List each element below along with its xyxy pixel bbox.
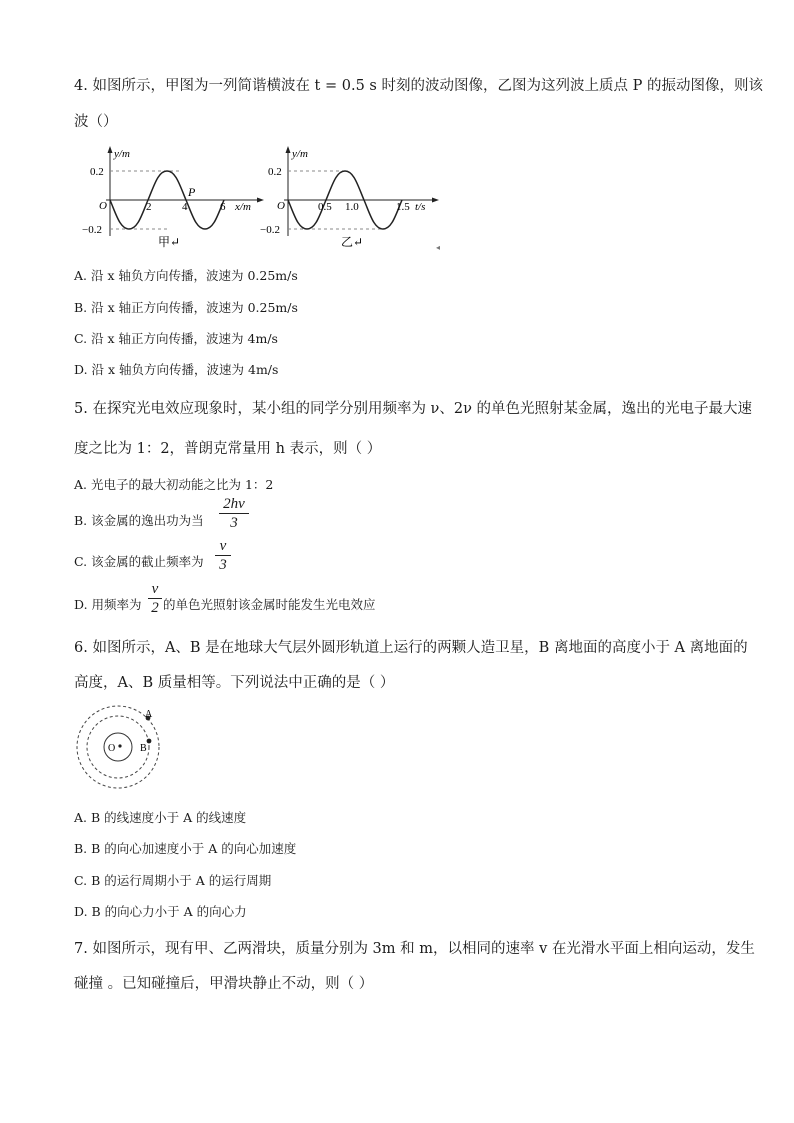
denominator: 2 bbox=[151, 600, 159, 616]
numerator: 2hν bbox=[223, 496, 245, 512]
denominator: 3 bbox=[219, 557, 227, 573]
q6-option-c: C. B 的运行周期小于 A 的运行周期 bbox=[74, 873, 272, 888]
satellite-b bbox=[147, 739, 152, 744]
q7-stem-line2: 碰撞 。已知碰撞后，甲滑块静止不动，则（ ） bbox=[74, 976, 374, 992]
q6-option-d: D. B 的向心力小于 A 的向心力 bbox=[74, 904, 247, 919]
q6-option-b: B. B 的向心加速度小于 A 的向心加速度 bbox=[74, 841, 297, 856]
vibration-graph-yi bbox=[255, 142, 455, 252]
satellite-b-label: B bbox=[140, 743, 147, 754]
y-top-label: 0.2 bbox=[90, 166, 104, 178]
q4-stem-line1: 4. 如图所示，甲图为一列简谐横波在 t = 0.5 s 时刻的波动图像，乙图为这列波上质点 P 的振动图像，则该 bbox=[74, 78, 763, 94]
q4-option-d: D. 沿 x 轴负方向传播，波速为 4m/s bbox=[74, 362, 279, 377]
satellite-a-label: A bbox=[145, 709, 153, 720]
earth-center-dot bbox=[118, 744, 121, 747]
stray-mark: ◂ bbox=[436, 243, 441, 252]
origin-label: O bbox=[99, 200, 107, 212]
q5-option-d-fraction bbox=[148, 581, 162, 616]
x-tick-2: 2 bbox=[146, 201, 152, 213]
t-tick-0.5: 0.5 bbox=[318, 201, 332, 213]
q4-stem-line2: 波（） bbox=[74, 114, 118, 130]
point-p-label: P bbox=[188, 185, 196, 199]
y-axis-arrow bbox=[286, 146, 291, 153]
t-tick-1.0: 1.0 bbox=[345, 201, 359, 213]
q5-option-d-suffix: 的单色光照射该金属时能发生光电效应 bbox=[163, 597, 376, 612]
numerator: ν bbox=[219, 538, 227, 554]
q5-option-d-prefix: D. 用频率为 bbox=[74, 597, 142, 612]
fraction-bar bbox=[148, 598, 162, 599]
q7-stem-line1: 7. 如图所示，现有甲、乙两滑块，质量分别为 3m 和 m，以相同的速率 v 在光滑水平面上相向运动，发生 bbox=[74, 941, 755, 957]
t-axis-label: t/s bbox=[415, 201, 426, 213]
origin-label: O bbox=[277, 200, 285, 212]
q5-option-a: A. 光电子的最大初动能之比为 1：2 bbox=[74, 477, 274, 492]
numerator: ν bbox=[151, 581, 159, 597]
q6-stem-line2: 高度，A、B 质量相等。下列说法中正确的是（ ） bbox=[74, 675, 395, 691]
q5-option-c-fraction bbox=[215, 538, 231, 573]
denominator: 3 bbox=[230, 515, 238, 531]
q6-stem-line1: 6. 如图所示，A、B 是在地球大气层外圆形轨道上运行的两颗人造卫星，B 离地面的高度小于 A 离地面的 bbox=[74, 640, 748, 656]
x-tick-4: 4 bbox=[182, 201, 188, 213]
y-axis-label: y/m bbox=[292, 148, 308, 160]
x-tick-6: 6 bbox=[220, 201, 226, 213]
caption-jia: 甲↵ bbox=[158, 235, 181, 249]
fraction-bar bbox=[219, 513, 249, 514]
y-bottom-label: −0.2 bbox=[82, 224, 102, 236]
orbit-diagram bbox=[72, 704, 164, 790]
fraction-bar bbox=[215, 555, 231, 556]
center-o-label: O bbox=[108, 743, 116, 754]
q5-option-b: B. 该金属的逸出功为当 bbox=[74, 513, 204, 528]
q5-option-c: C. 该金属的截止频率为 bbox=[74, 554, 204, 569]
y-bottom-label: −0.2 bbox=[260, 224, 280, 236]
y-top-label: 0.2 bbox=[268, 166, 282, 178]
x-axis-label: x/m bbox=[235, 201, 251, 213]
q6-option-a: A. B 的线速度小于 A 的线速度 bbox=[74, 810, 247, 825]
t-axis-arrow bbox=[432, 198, 439, 203]
q4-option-b: B. 沿 x 轴正方向传播，波速为 0.25m/s bbox=[74, 300, 298, 315]
q5-stem-line2: 度之比为 1：2，普朗克常量用 h 表示，则（ ） bbox=[74, 441, 382, 457]
y-axis-arrow bbox=[108, 146, 113, 153]
q4-option-a: A. 沿 x 轴负方向传播，波速为 0.25m/s bbox=[74, 268, 298, 283]
q5-stem-line1: 5. 在探究光电效应现象时，某小组的同学分别用频率为 ν、2ν 的单色光照射某金属，逸出的光电子最大速 bbox=[74, 401, 753, 417]
caption-yi: 乙↵ bbox=[341, 235, 364, 249]
q4-option-c: C. 沿 x 轴正方向传播，波速为 4m/s bbox=[74, 331, 278, 346]
wave-graph-jia bbox=[78, 142, 268, 252]
t-tick-1.5: 1.5 bbox=[396, 201, 410, 213]
y-axis-label: y/m bbox=[114, 148, 130, 160]
q5-option-b-fraction bbox=[219, 496, 249, 531]
